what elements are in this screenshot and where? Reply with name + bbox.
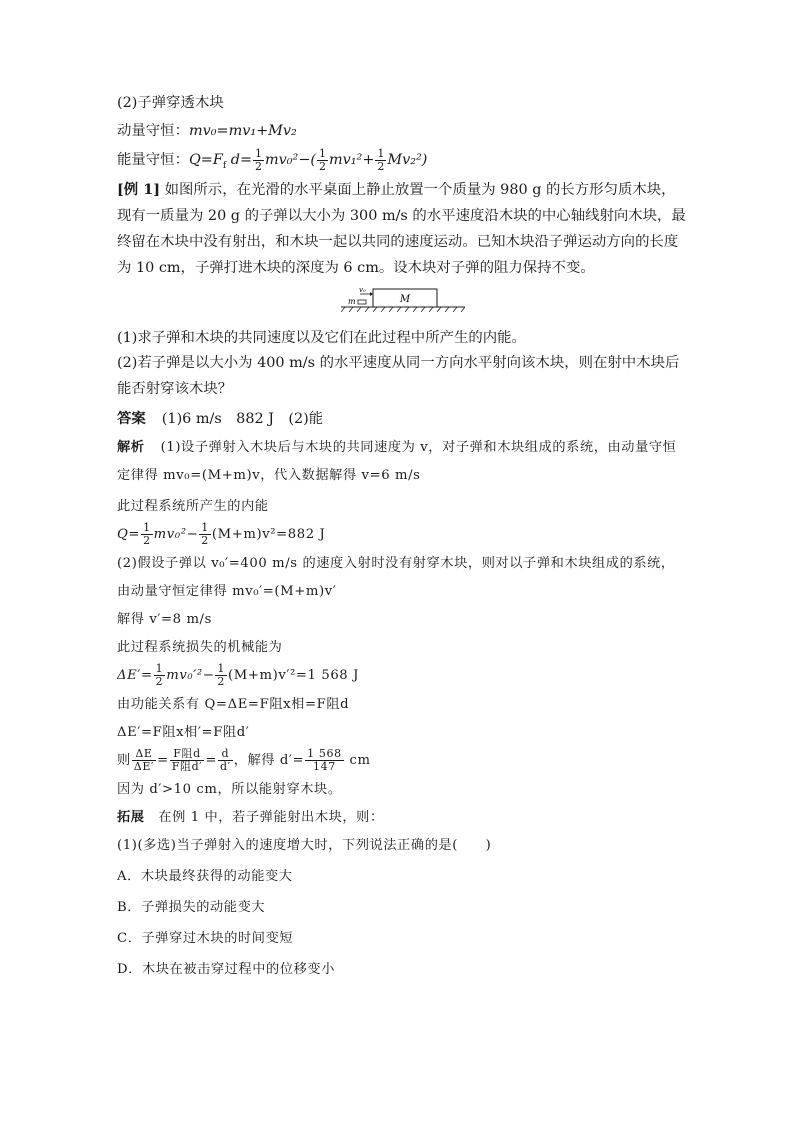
- momentum-equation: mv₀=mv₁+Mv₂: [188, 123, 297, 139]
- analysis-l4-a: Q=: [117, 527, 141, 542]
- analysis-l12-mid: ，解得 d′=: [233, 753, 305, 768]
- analysis-line-8: 此过程系统损失的机械能为: [117, 640, 283, 655]
- fraction-force-d: $\frac{\text{F阻d}}{\text{F阻d′}}$: [171, 747, 203, 773]
- energy-eq-sub: f: [222, 160, 227, 171]
- fraction-half: $\frac{1}{2}$: [377, 146, 385, 173]
- analysis-line-10: 由功能关系有 Q=ΔE=F阻x相=F阻d: [117, 697, 350, 712]
- answer-text: (1)6 m/s 882 J (2)能: [161, 411, 324, 427]
- example-tag: [例 1]: [117, 181, 161, 198]
- analysis-line-2: 定律得 mv₀=(M+m)v，代入数据解得 v=6 m/s: [117, 468, 421, 483]
- energy-eq-mid2: mv₁²+: [329, 152, 375, 168]
- analysis-line-13: 因为 d′>10 cm，所以能射穿木块。: [117, 782, 342, 797]
- example-body: 如图所示，在光滑的水平桌面上静止放置一个质量为 980 g 的长方形匀质木块，现有一质量为 20 g 的子弹以大小为 300 m/s 的水平速度沿木块的中心轴线射向木块，最终留在木块中没有射出，和木块一起以共同的速度运动。已知木块沿子弹运动方向的长度为 10 cm，子弹打进木块的深度为 6 cm。设木块对子弹的阻力保持不变。: [117, 182, 686, 276]
- extension-intro-line: [117, 806, 687, 829]
- example-paragraph: [117, 177, 687, 281]
- fraction-result: $\frac{1 568}{147}$: [307, 747, 342, 773]
- velocity-label: v₀: [359, 286, 366, 294]
- analysis-l9-c: (M+m)v′²=1 568 J: [228, 668, 359, 683]
- analysis-l9-b: mv₀′²−: [166, 668, 215, 683]
- analysis-l4-b: mv₀²−: [153, 527, 199, 542]
- analysis-line-6: 由动量守恒定律得 mv₀′=(M+m)v′: [117, 584, 337, 599]
- option-b: B．子弹损失的动能变大: [117, 900, 266, 915]
- bullet-mass-label: m: [348, 297, 356, 306]
- question-2: (2)若子弹是以大小为 400 m/s 的水平速度从同一方向水平射向该木块，则在射中木块后能否射穿该木块？: [117, 355, 680, 397]
- analysis-line-3: 此过程系统所产生的内能: [117, 499, 269, 514]
- extension-question: (1)(多选)当子弹射入的速度增大时，下列说法正确的是( ): [117, 838, 492, 853]
- bullet-block-diagram: [341, 285, 465, 323]
- analysis-line-7: 解得 v′=8 m/s: [117, 612, 212, 627]
- analysis-l4-c: (M+m)v²=882 J: [211, 527, 326, 542]
- analysis-line-9: [117, 659, 687, 693]
- momentum-conservation-line: [117, 120, 687, 143]
- analysis-line-11: ΔE′=F阻x相′=F阻d′: [117, 725, 250, 740]
- analysis-l12-eq2: =: [205, 753, 217, 768]
- bullet-block-figure: [117, 285, 687, 325]
- extension-label: 拓展: [117, 810, 145, 825]
- fraction-half: $\frac{1}{2}$: [143, 521, 151, 547]
- analysis-l9-a: ΔE′=: [117, 668, 153, 683]
- option-c: C．子弹穿过木块的时间变短: [117, 931, 294, 946]
- fraction-half: $\frac{1}{2}$: [319, 146, 327, 173]
- fraction-half: $\frac{1}{2}$: [217, 662, 226, 688]
- fraction-delta-e: $\frac{\Delta E}{\Delta E'}$: [133, 747, 155, 773]
- analysis-text-1: (1)设子弹射入木块后与木块的共同速度为 v，对子弹和木块组成的系统，由动量守恒: [160, 440, 677, 455]
- analysis-l12-pre: 则: [117, 753, 131, 768]
- document-page: [117, 92, 687, 981]
- option-a: A．木块最终获得的动能变大: [117, 869, 293, 884]
- energy-conservation-line: [117, 143, 687, 177]
- energy-eq-mid1: mv₀²−(: [265, 152, 317, 168]
- bullet: [358, 300, 366, 304]
- fraction-half: $\frac{1}{2}$: [255, 146, 263, 173]
- fraction-half: $\frac{1}{2}$: [155, 662, 164, 688]
- option-d: D．木块在被击穿过程中的位移变小: [117, 962, 335, 977]
- analysis-label: 解析: [117, 440, 145, 455]
- fraction-half: $\frac{1}{2}$: [201, 521, 209, 547]
- energy-label: 能量守恒：: [117, 152, 189, 168]
- energy-eq-left: Q=F: [188, 152, 223, 168]
- question-1: (1)求子弹和木块的共同速度以及它们在此过程中所产生的内能。: [117, 330, 526, 346]
- analysis-l12-unit: cm: [344, 753, 371, 768]
- analysis-l12-eq1: =: [157, 753, 169, 768]
- energy-eq-end: Mv₂²): [387, 152, 428, 168]
- analysis-line-5: (2)假设子弹以 v₀′=400 m/s 的速度入射时没有射穿木块，则对以子弹和木块组成的系统，: [117, 556, 675, 571]
- fraction-d: $\frac{d}{d'}$: [219, 747, 231, 773]
- momentum-label: 动量守恒：: [117, 123, 189, 139]
- extension-intro: 在例 1 中，若子弹能射出木块，则：: [144, 810, 384, 825]
- analysis-line-4: [117, 518, 687, 552]
- energy-eq-d: d=: [226, 152, 253, 168]
- answer-label: 答案: [117, 410, 146, 427]
- answer-line: [117, 407, 687, 431]
- block-mass-label: M: [399, 294, 411, 305]
- table-hatch: [341, 307, 465, 312]
- analysis-line-12: [117, 744, 687, 778]
- analysis-line-1: [117, 436, 687, 459]
- section-heading: (2)子弹穿透木块: [117, 95, 224, 111]
